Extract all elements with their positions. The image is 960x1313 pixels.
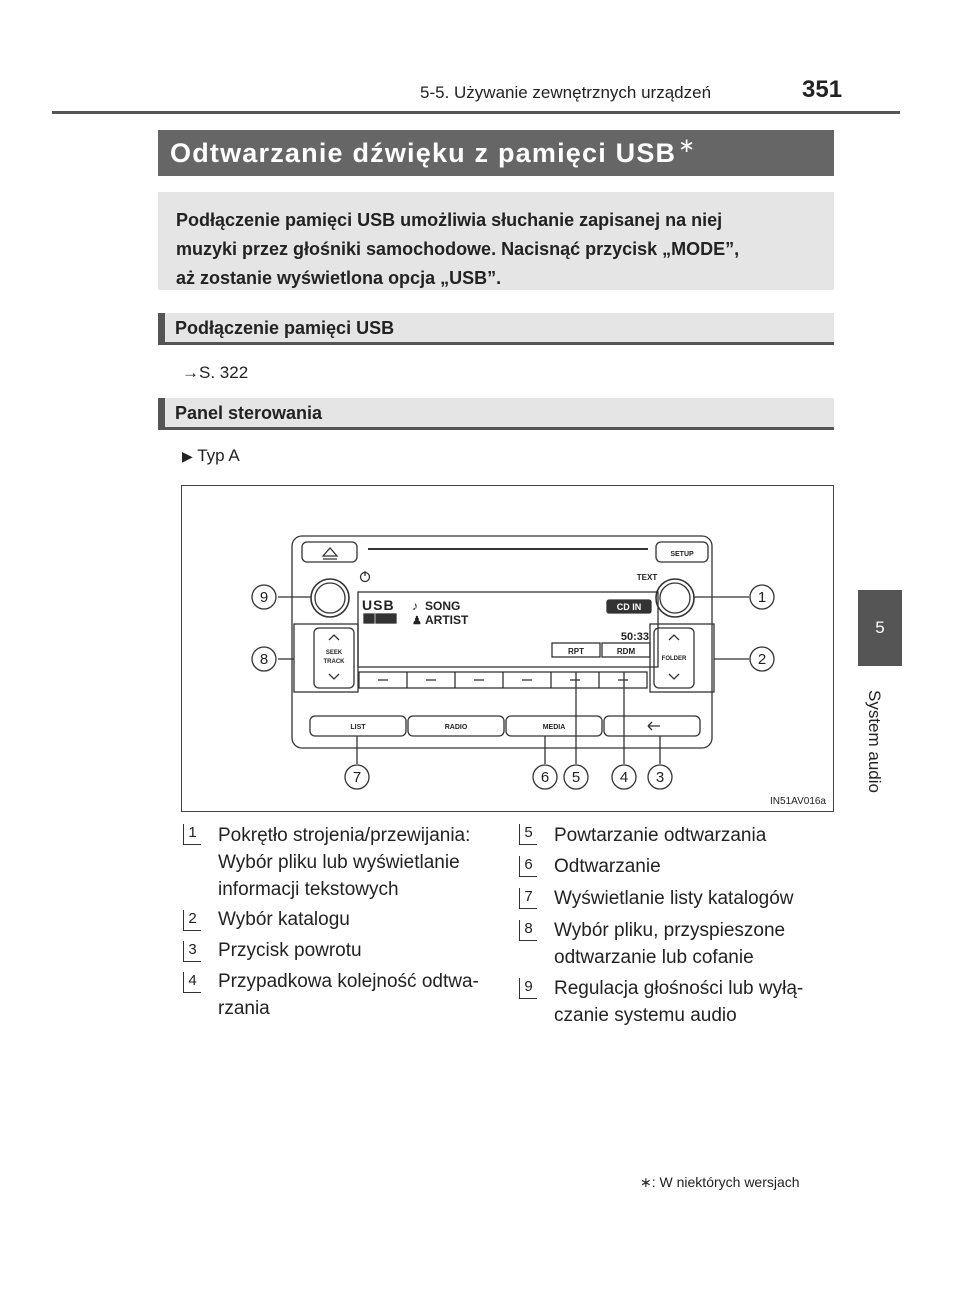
folder-label: FOLDER	[661, 656, 687, 662]
chapter-label: System audio	[865, 690, 884, 793]
subheading-control-panel: Panel sterowania	[158, 398, 834, 430]
footnote-mark: ∗	[640, 1174, 652, 1190]
legend-item-8	[554, 917, 834, 971]
seek-down-chevron-icon	[329, 674, 339, 679]
intro-line: aż zostanie wyświetlona opcja „USB”.	[176, 268, 502, 288]
usb-stick-icon	[376, 614, 396, 623]
triangle-bullet-icon: ▶	[182, 448, 193, 464]
legend-number: 6	[519, 856, 537, 877]
callout-label: 2	[757, 651, 767, 668]
intro-line: Podłączenie pamięci USB umożliwia słuchanie zapisanej na niej	[176, 210, 723, 230]
callout-label: 6	[540, 769, 550, 786]
legend-number: 2	[183, 910, 201, 931]
legend-line: odtwarzanie lub cofanie	[554, 947, 754, 968]
legend-number: 8	[519, 920, 537, 941]
legend-item-5: Powtarzanie odtwarzania	[554, 825, 767, 846]
display-time: 50:33	[620, 631, 649, 643]
display-artist: ARTIST	[425, 613, 469, 627]
footnote	[640, 1174, 800, 1191]
legend-line: Regulacja głośności lub wyłą-	[554, 978, 804, 999]
list-label: LIST	[350, 724, 366, 731]
legend-number: 5	[519, 824, 537, 845]
music-note-icon: ♪	[412, 599, 418, 613]
folder-down-chevron-icon	[669, 674, 679, 679]
legend-line: Przypadkowa kolejność odtwa-	[218, 971, 479, 992]
intro-box	[158, 192, 834, 290]
track-label: TRACK	[323, 659, 345, 665]
intro-line: muzyki przez głośniki samochodowe. Nacisnąć przycisk „MODE”,	[176, 239, 740, 259]
legend-item-9	[554, 975, 834, 1029]
legend-line: informacji tekstowych	[218, 879, 399, 900]
type-label	[182, 446, 240, 466]
control-panel-illustration	[182, 486, 833, 811]
legend-item-2: Wybór katalogu	[218, 909, 350, 930]
display-source: USB	[362, 597, 395, 613]
chapter-tab	[858, 590, 902, 666]
display-rdm: RDM	[616, 647, 636, 656]
seek-up-chevron-icon	[329, 635, 339, 640]
setup-label: SETUP	[670, 551, 694, 558]
page-title-text: Odtwarzanie dźwięku z pamięci USB	[170, 137, 677, 168]
display-rpt: RPT	[568, 647, 584, 656]
legend-item-1	[218, 822, 498, 903]
callout-label: 4	[619, 769, 629, 786]
type-label-text: Typ A	[197, 446, 240, 465]
chapter-label-wrap	[836, 690, 926, 800]
header-rule	[52, 111, 900, 114]
figure-code: IN51AV016a	[770, 796, 826, 807]
callout-label: 3	[655, 769, 665, 786]
tune-knob	[656, 579, 694, 617]
callout-label: 1	[757, 589, 767, 606]
title-footnote-mark: ∗	[678, 134, 697, 157]
display-cd-in: CD IN	[616, 602, 642, 612]
legend-left	[183, 822, 503, 1022]
legend-number: 3	[183, 941, 201, 962]
callout-label: 9	[259, 589, 269, 606]
legend-item-3: Przycisk powrotu	[218, 940, 362, 961]
chapter-number: 5	[875, 618, 885, 637]
legend-item-4	[218, 968, 479, 1022]
legend-line: czanie systemu audio	[554, 1005, 737, 1026]
legend-number: 7	[519, 888, 537, 909]
legend-line: Wybór pliku lub wyświetlanie	[218, 852, 460, 873]
callout-label: 8	[259, 651, 269, 668]
radio-label: RADIO	[444, 724, 468, 731]
page-title	[158, 130, 834, 176]
media-label: MEDIA	[542, 724, 566, 731]
control-panel-figure	[181, 485, 834, 812]
seek-label: SEEK	[325, 650, 343, 656]
volume-knob	[311, 579, 349, 617]
folder-up-chevron-icon	[669, 635, 679, 640]
legend-item-7: Wyświetlanie listy katalogów	[554, 888, 794, 909]
legend-item-6: Odtwarzanie	[554, 856, 661, 877]
page-number: 351	[802, 76, 843, 103]
legend-line: rzania	[218, 998, 270, 1019]
legend-right	[519, 822, 839, 1032]
legend-number: 9	[519, 978, 537, 999]
footnote-text: : W niektórych wersjach	[651, 1174, 800, 1190]
text-label: TEXT	[636, 573, 658, 582]
back-arrow-icon	[648, 722, 660, 730]
callout-label: 7	[352, 769, 362, 786]
volume-knob-inner	[315, 583, 345, 613]
legend-number: 4	[183, 972, 201, 993]
person-icon: ♟	[412, 615, 422, 627]
callout-label: 5	[571, 769, 581, 786]
left-bracket	[294, 624, 358, 692]
usb-media-icon	[364, 614, 374, 623]
section-header: 5-5. Używanie zewnętrznych urządzeń	[420, 83, 712, 102]
subheading-usb-connect: Podłączenie pamięci USB	[158, 313, 834, 345]
eject-icon	[323, 548, 337, 559]
tune-knob-inner	[660, 583, 690, 613]
display-song: SONG	[425, 599, 461, 613]
page-reference: →S. 322	[182, 363, 249, 382]
legend-number: 1	[183, 824, 201, 845]
legend-line: Wybór pliku, przyspieszone	[554, 920, 786, 941]
legend-line: Pokrętło strojenia/przewijania:	[218, 825, 471, 846]
